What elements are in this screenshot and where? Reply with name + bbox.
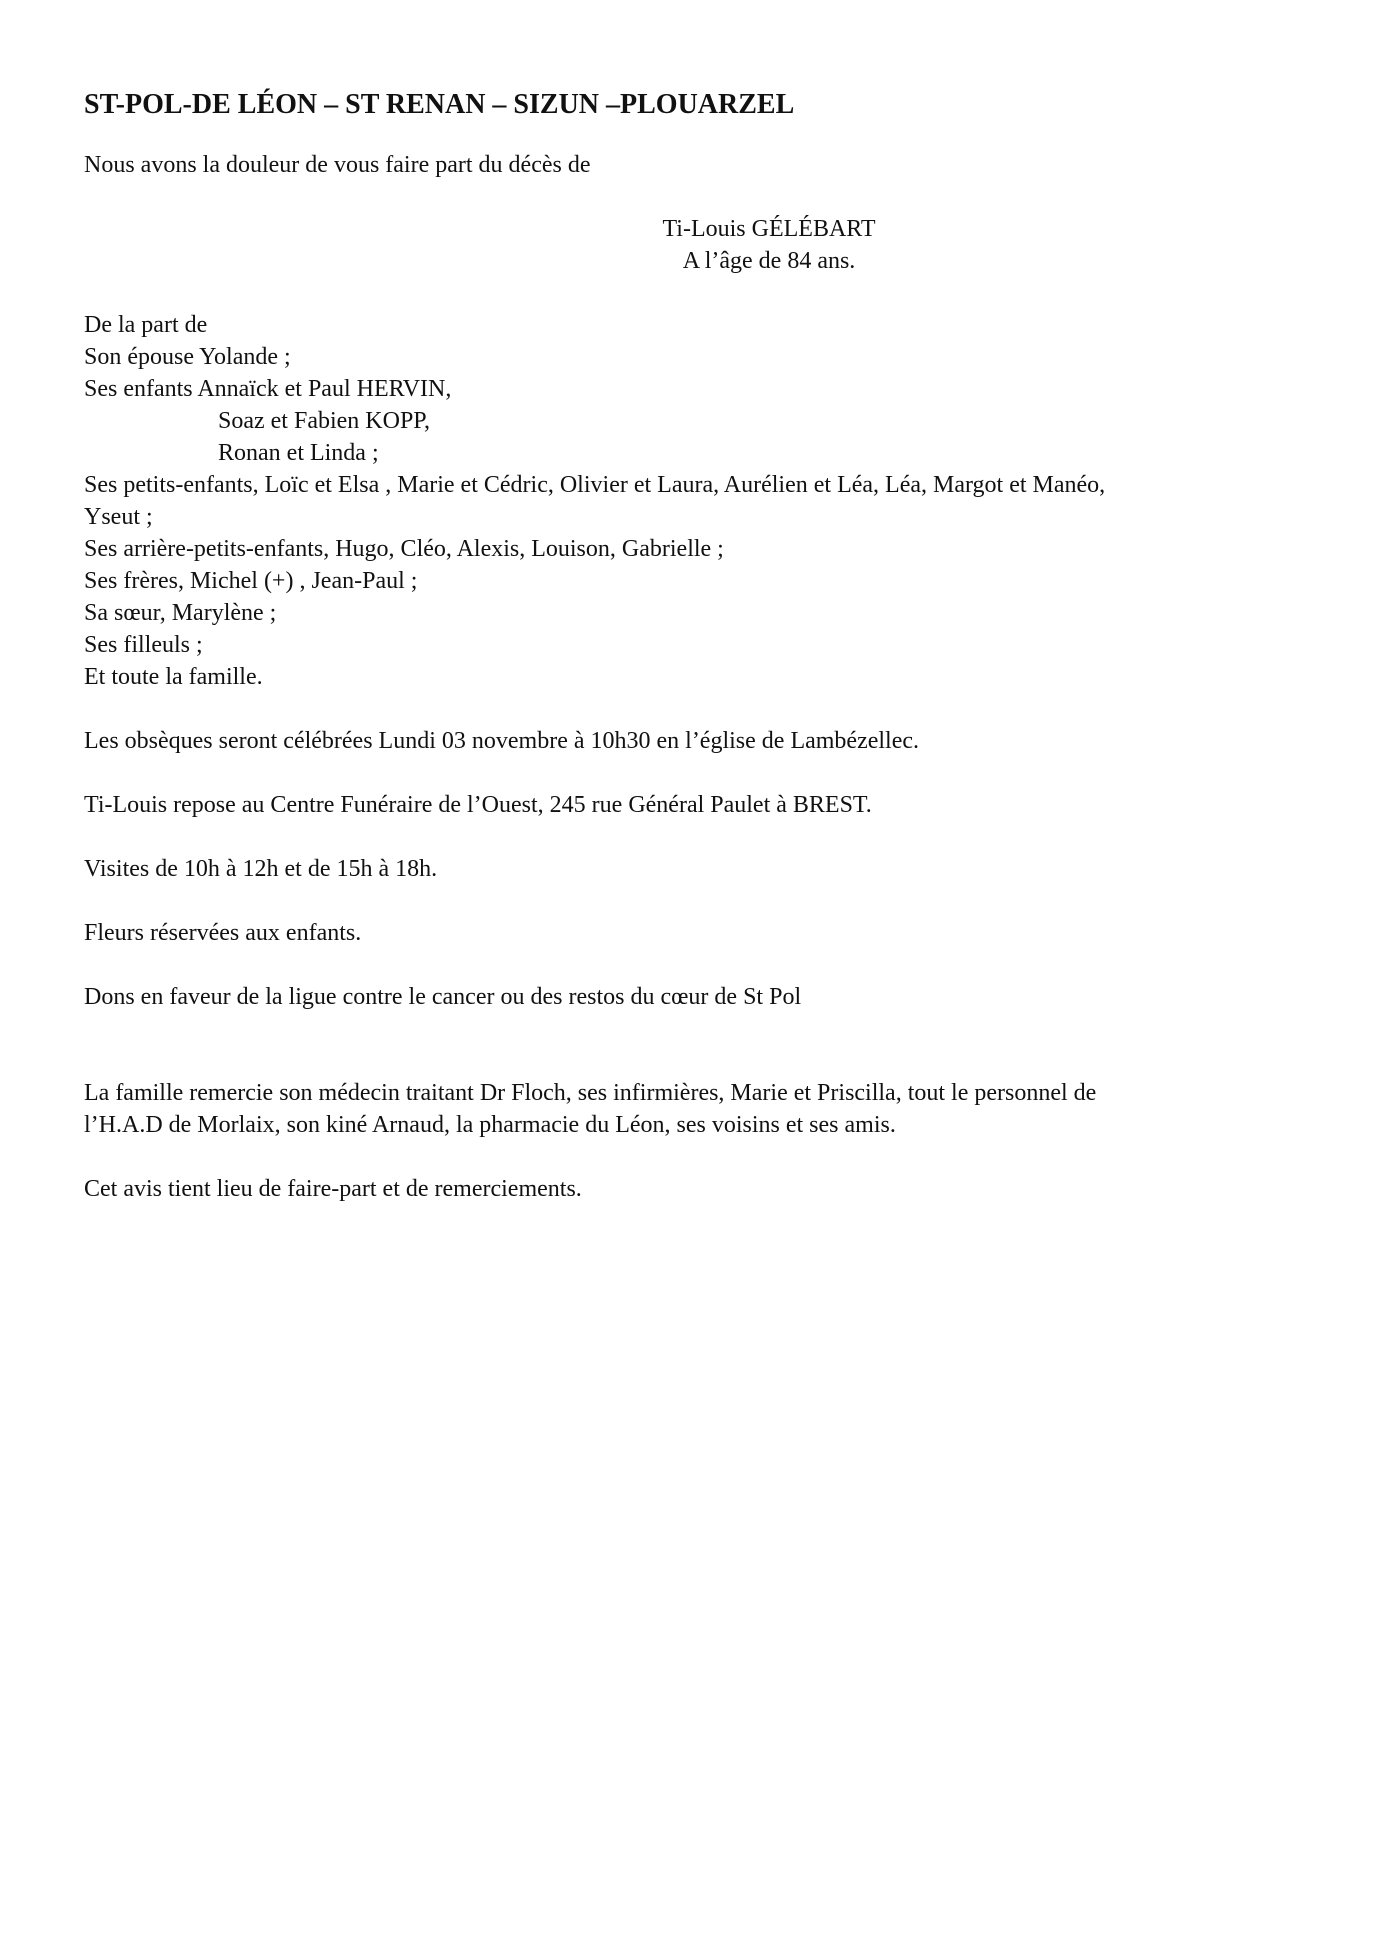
family-brothers: Ses frères, Michel (+) , Jean-Paul ; bbox=[84, 568, 418, 594]
family-grandchildren-2: Yseut ; bbox=[84, 504, 153, 530]
family-children-3: Ronan et Linda ; bbox=[218, 440, 379, 466]
visits-text: Visites de 10h à 12h et de 15h à 18h. bbox=[84, 856, 438, 882]
spacer bbox=[84, 757, 1304, 789]
family-all: Et toute la famille. bbox=[84, 664, 263, 690]
family-children-1: Ses enfants Annaïck et Paul HERVIN, bbox=[84, 376, 452, 402]
donations-text: Dons en faveur de la ligue contre le cancer ou des restos du cœur de St Pol bbox=[84, 984, 802, 1010]
family-grandchildren-1: Ses petits-enfants, Loïc et Elsa , Marie et Cédric, Olivier et Laura, Aurélien et Léa, Léa, Margot et Manéo, bbox=[84, 472, 1106, 498]
spacer bbox=[84, 821, 1304, 853]
closing-text: Cet avis tient lieu de faire-part et de remerciements. bbox=[84, 1176, 582, 1202]
spacer bbox=[84, 949, 1304, 981]
family-list bbox=[84, 309, 1304, 693]
family-godchildren: Ses filleuls ; bbox=[84, 632, 203, 658]
thanks-line-1: La famille remercie son médecin traitant Dr Floch, ses infirmières, Marie et Priscilla, tout le personnel de bbox=[84, 1080, 1097, 1106]
family-children-2: Soaz et Fabien KOPP, bbox=[218, 408, 430, 434]
page-title: ST-POL-DE LÉON – ST RENAN – SIZUN –PLOUARZEL bbox=[84, 89, 795, 120]
obituary-page bbox=[84, 88, 1304, 1205]
spacer bbox=[84, 885, 1304, 917]
spacer bbox=[84, 1013, 1304, 1077]
family-sister: Sa sœur, Marylène ; bbox=[84, 600, 277, 626]
family-great-grandchildren: Ses arrière-petits-enfants, Hugo, Cléo, Alexis, Louison, Gabrielle ; bbox=[84, 536, 724, 562]
family-spouse: Son épouse Yolande ; bbox=[84, 344, 291, 370]
deceased-age: A l’âge de 84 ans. bbox=[682, 248, 856, 274]
family-from: De la part de bbox=[84, 312, 208, 338]
thanks-text bbox=[84, 1077, 1304, 1141]
deceased-name: Ti-Louis GÉLÉBART bbox=[662, 216, 876, 242]
flowers-text: Fleurs réservées aux enfants. bbox=[84, 920, 362, 946]
funeral-text: Les obsèques seront célébrées Lundi 03 novembre à 10h30 en l’église de Lambézellec. bbox=[84, 728, 920, 754]
rests-text: Ti-Louis repose au Centre Funéraire de l’Ouest, 245 rue Général Paulet à BREST. bbox=[84, 792, 872, 818]
intro-text: Nous avons la douleur de vous faire part du décès de bbox=[84, 152, 591, 178]
spacer bbox=[84, 693, 1304, 725]
thanks-line-2: l’H.A.D de Morlaix, son kiné Arnaud, la pharmacie du Léon, ses voisins et ses amis. bbox=[84, 1112, 896, 1138]
deceased-block bbox=[84, 213, 1304, 277]
spacer bbox=[84, 1141, 1304, 1173]
